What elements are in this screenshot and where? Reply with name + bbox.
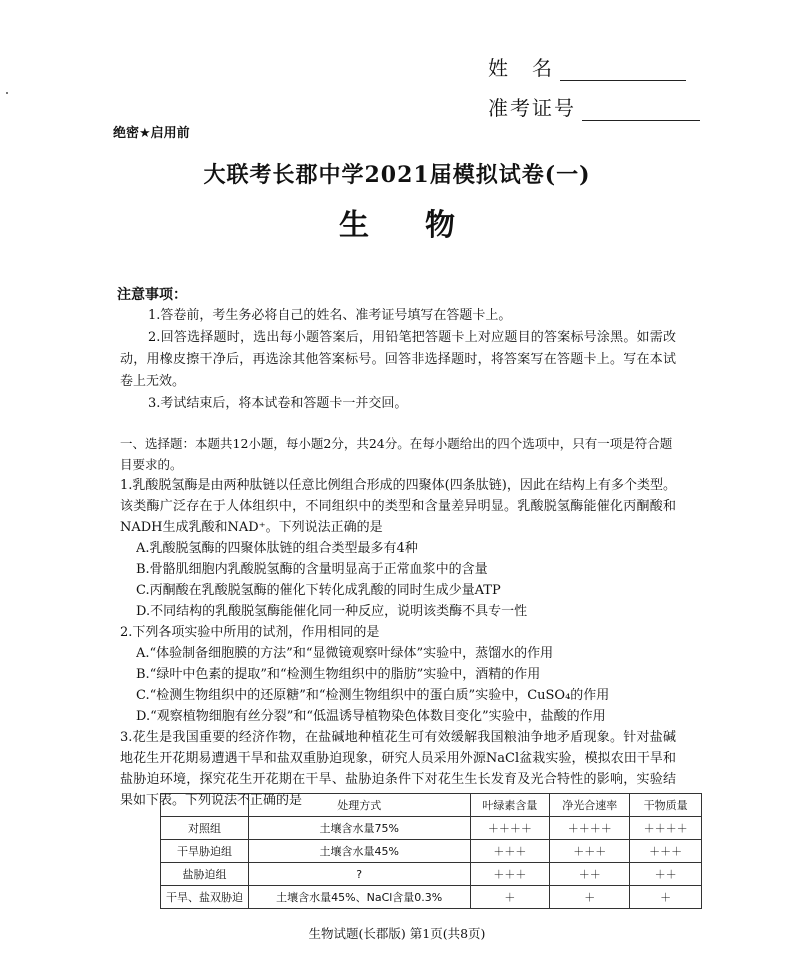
table-cell: ＋＋＋: [550, 840, 630, 863]
table-cell: 干旱、盐双胁迫: [161, 886, 249, 909]
question-2-option-b: B.“绿叶中色素的提取”和“检测生物组织中的脂肪”实验中，酒精的作用: [136, 667, 541, 682]
table-cell: ＋＋: [630, 863, 702, 886]
notice-item-1: 1.答卷前，考生务必将自己的姓名、准考证号填写在答题卡上。: [148, 308, 512, 323]
subject-title: [0, 200, 794, 244]
question-1-stem: 1.乳酸脱氢酶是由两种肽链以任意比例组合形成的四聚体(四条肽链)，因此在结构上有多个类型。该类酶广泛存在于人体组织中，不同组织中的类型和含量差异明显。乳酸脱氢酶能催化丙酮酸和NADH生成乳酸和NAD⁺。下列说法正确的是: [120, 478, 676, 535]
question-1-option-a: A.乳酸脱氢酶的四聚体肽链的组合类型最多有4种: [136, 541, 418, 556]
table-cell: 盐胁迫组: [161, 863, 249, 886]
notice-item-2: 2.回答选择题时，选出每小题答案后，用铅笔把答题卡上对应题目的答案标号涂黑。如需改动，用橡皮擦干净后，再选涂其他答案标号。回答非选择题时，将答案写在答题卡上。写在本试卷上无效。: [120, 330, 676, 389]
table-cell: ＋＋＋: [470, 840, 550, 863]
question-1-option-b: B.骨骼肌细胞内乳酸脱氢酶的含量明显高于正常血浆中的含量: [136, 562, 488, 577]
table-cell: ＋＋: [550, 863, 630, 886]
results-table: [160, 793, 702, 909]
table-cell: ?: [248, 863, 470, 886]
table-cell: ＋＋＋＋: [550, 817, 630, 840]
scan-speck: [6, 92, 8, 94]
table-header-cell: 处理方式: [248, 794, 470, 817]
section-intro: 一、选择题：本题共12小题，每小题2分，共24分。在每小题给出的四个选项中，只有一项是符合题目要求的。: [120, 436, 673, 472]
exam-id-label: 准考证号: [488, 96, 576, 120]
question-2-option-a: A.“体验制备细胞膜的方法”和“显微镜观察叶绿体”实验中，蒸馏水的作用: [136, 646, 554, 661]
table-header-cell: 净光合速率: [550, 794, 630, 817]
table-cell: ＋: [470, 886, 550, 909]
notice-item-3: 3.考试结束后，将本试卷和答题卡一并交回。: [148, 396, 408, 411]
table-cell: 干旱胁迫组: [161, 840, 249, 863]
question-1-option-c: C.丙酮酸在乳酸脱氢酶的催化下转化成乳酸的同时生成少量ATP: [136, 583, 501, 598]
table-cell: ＋＋＋: [470, 863, 550, 886]
question-3-stem: 3.花生是我国重要的经济作物，在盐碱地种植花生可有效缓解我国粮油争地矛盾现象。针对盐碱地花生开花期易遭遇干旱和盐双重胁迫现象，研究人员采用外源NaCl盆栽实验，模拟农田干旱和盐胁迫环境，探究花生开花期在干旱、盐胁迫条件下对花生生长发育及光合特性的影响，实验结果如下表。下列说法不正确的是: [120, 730, 676, 808]
subject-char-2: 物: [425, 208, 455, 243]
table-row: [161, 863, 702, 886]
table-cell: ＋＋＋＋: [630, 817, 702, 840]
name-label: 姓 名: [488, 56, 554, 80]
table-row: [161, 817, 702, 840]
table-row: [161, 840, 702, 863]
table-header-cell: [161, 794, 249, 817]
exam-id-line: [582, 98, 700, 121]
notice-heading: 注意事项：: [117, 287, 187, 303]
question-1-option-d: D.不同结构的乳酸脱氢酶能催化同一种反应，说明该类酶不具专一性: [136, 604, 528, 619]
name-field: [488, 52, 686, 81]
table-cell: ＋: [630, 886, 702, 909]
exam-id-field: [488, 92, 700, 121]
page-footer: 生物试题(长郡版) 第1页(共8页): [308, 926, 486, 941]
table-cell: 对照组: [161, 817, 249, 840]
name-line: [560, 58, 686, 81]
table-row: [161, 886, 702, 909]
paper-title: 大联考长郡中学2021届模拟试卷(一): [203, 162, 591, 188]
table-header-cell: 叶绿素含量: [470, 794, 550, 817]
table-cell: 土壤含水量45%: [248, 840, 470, 863]
question-2-option-d: D.“观察植物细胞有丝分裂”和“低温诱导植物染色体数目变化”实验中，盐酸的作用: [136, 709, 606, 724]
subject-char-1: 生: [339, 208, 369, 243]
question-2-option-c: C.“检测生物组织中的还原糖”和“检测生物组织中的蛋白质”实验中，CuSO₄的作用: [136, 688, 610, 703]
table-cell: ＋＋＋＋: [470, 817, 550, 840]
table-header-cell: 干物质量: [630, 794, 702, 817]
table-cell: 土壤含水量75%: [248, 817, 470, 840]
question-2-stem: 2.下列各项实验中所用的试剂，作用相同的是: [120, 625, 380, 640]
table-header-row: [161, 794, 702, 817]
table-cell: 土壤含水量45%、NaCl含量0.3%: [248, 886, 470, 909]
secret-mark: 绝密★启用前: [113, 126, 190, 141]
table-cell: ＋: [550, 886, 630, 909]
table-cell: ＋＋＋: [630, 840, 702, 863]
